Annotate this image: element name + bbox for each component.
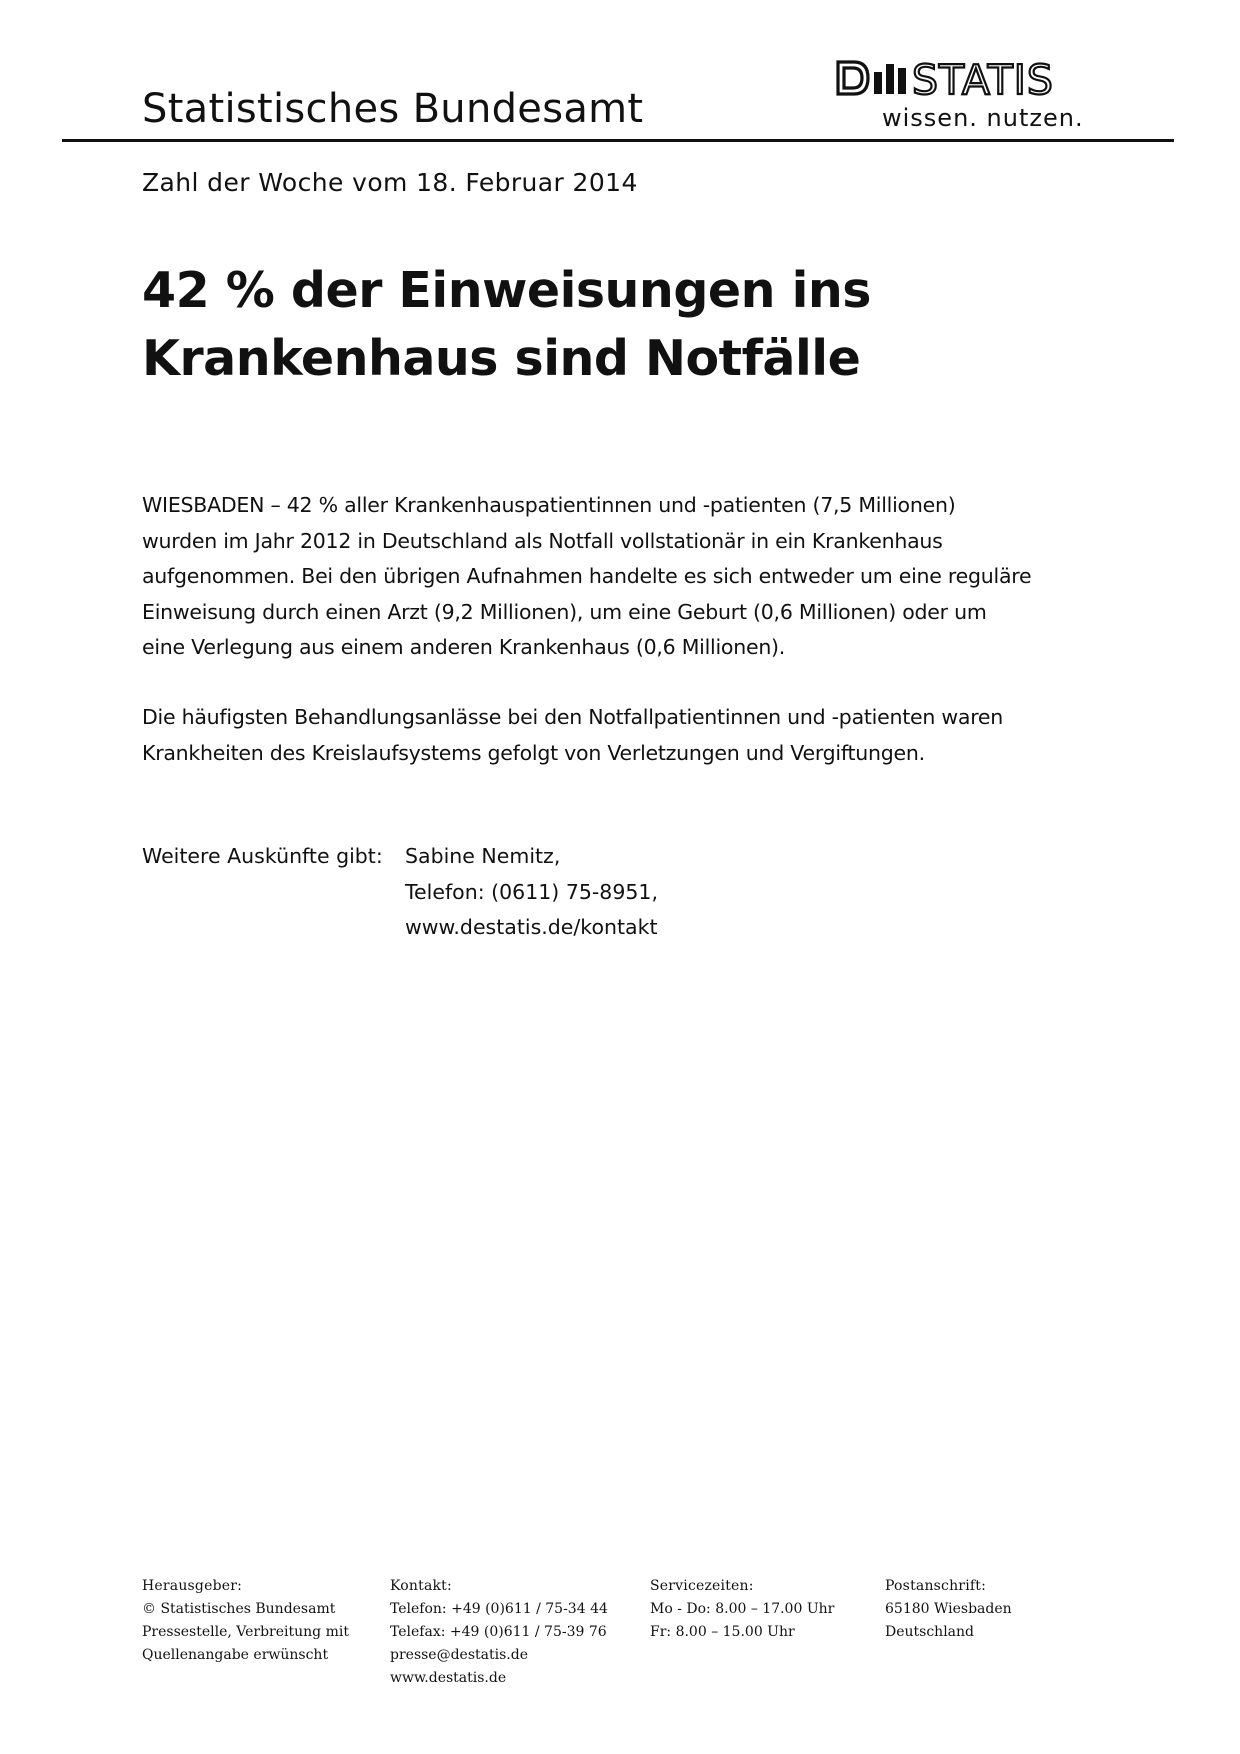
footer-heading: Postanschrift: xyxy=(885,1578,986,1594)
footer-heading: Servicezeiten: xyxy=(650,1578,754,1594)
headline-line: Krankenhaus sind Notfälle xyxy=(142,330,861,387)
contact-phone: Telefon: (0611) 75-8951, xyxy=(405,879,658,904)
body-paragraph-2 xyxy=(142,700,1022,771)
org-name: Statistisches Bundesamt xyxy=(142,86,644,132)
contact-details xyxy=(405,839,658,946)
footer-fax: Telefax: +49 (0)611 / 75-39 76 xyxy=(390,1624,607,1640)
headline xyxy=(142,257,1142,393)
date-line: Zahl der Woche vom 18. Februar 2014 xyxy=(142,168,638,197)
paragraph-line: Die häufigsten Behandlungsanlässe bei den Notfallpatientinnen und -patienten waren xyxy=(142,705,1004,729)
contact-link[interactable]: www.destatis.de/kontakt xyxy=(405,915,658,939)
paragraph-line: aufgenommen. Bei den übrigen Aufnahmen handelte es sich entweder um eine reguläre xyxy=(142,564,1032,588)
footer-service-hours xyxy=(650,1575,834,1644)
body-paragraph-1 xyxy=(142,488,1032,666)
destatis-logo xyxy=(836,58,1106,138)
footer-line: Deutschland xyxy=(885,1624,974,1640)
footer-phone: Telefon: +49 (0)611 / 75-34 44 xyxy=(390,1601,608,1617)
footer-heading: Kontakt: xyxy=(390,1578,452,1594)
destatis-wordmark-icon xyxy=(836,58,1106,102)
svg-text:STATIS: STATIS xyxy=(912,58,1054,102)
logo-tagline: wissen. nutzen. xyxy=(882,104,1084,132)
paragraph-line: Krankheiten des Kreislaufsystems gefolgt von Verletzungen und Vergiftungen. xyxy=(142,740,925,765)
footer-line: Fr: 8.00 – 15.00 Uhr xyxy=(650,1624,795,1640)
contact-name: Sabine Nemitz, xyxy=(405,844,561,868)
footer-line: Mo - Do: 8.00 – 17.00 Uhr xyxy=(650,1601,835,1617)
footer-email-link[interactable]: presse@destatis.de xyxy=(390,1647,528,1663)
footer-website-link[interactable]: www.destatis.de xyxy=(390,1670,507,1686)
footer-line: Pressestelle, Verbreitung mit xyxy=(142,1624,349,1640)
paragraph-line: wurden im Jahr 2012 in Deutschland als Notfall vollstationär in ein Krankenhaus xyxy=(142,528,943,553)
footer-postal-address xyxy=(885,1575,1012,1644)
paragraph-line: eine Verlegung aus einem anderen Krankenhaus (0,6 Millionen). xyxy=(142,635,786,659)
footer-line: 65180 Wiesbaden xyxy=(885,1601,1012,1617)
header-divider xyxy=(62,139,1174,142)
contact-label: Weitere Auskünfte gibt: xyxy=(142,844,383,868)
footer-contact xyxy=(390,1575,608,1690)
footer-line: © Statistisches Bundesamt xyxy=(142,1601,336,1617)
footer-publisher xyxy=(142,1575,349,1667)
headline-line: 42 % der Einweisungen ins xyxy=(142,262,871,319)
paragraph-line: Einweisung durch einen Arzt (9,2 Millionen), um eine Geburt (0,6 Millionen) oder um xyxy=(142,599,987,624)
footer-heading: Herausgeber: xyxy=(142,1578,243,1594)
paragraph-line: WIESBADEN – 42 % aller Krankenhauspatientinnen und -patienten (7,5 Millionen) xyxy=(142,493,956,517)
footer-line: Quellenangabe erwünscht xyxy=(142,1647,329,1663)
